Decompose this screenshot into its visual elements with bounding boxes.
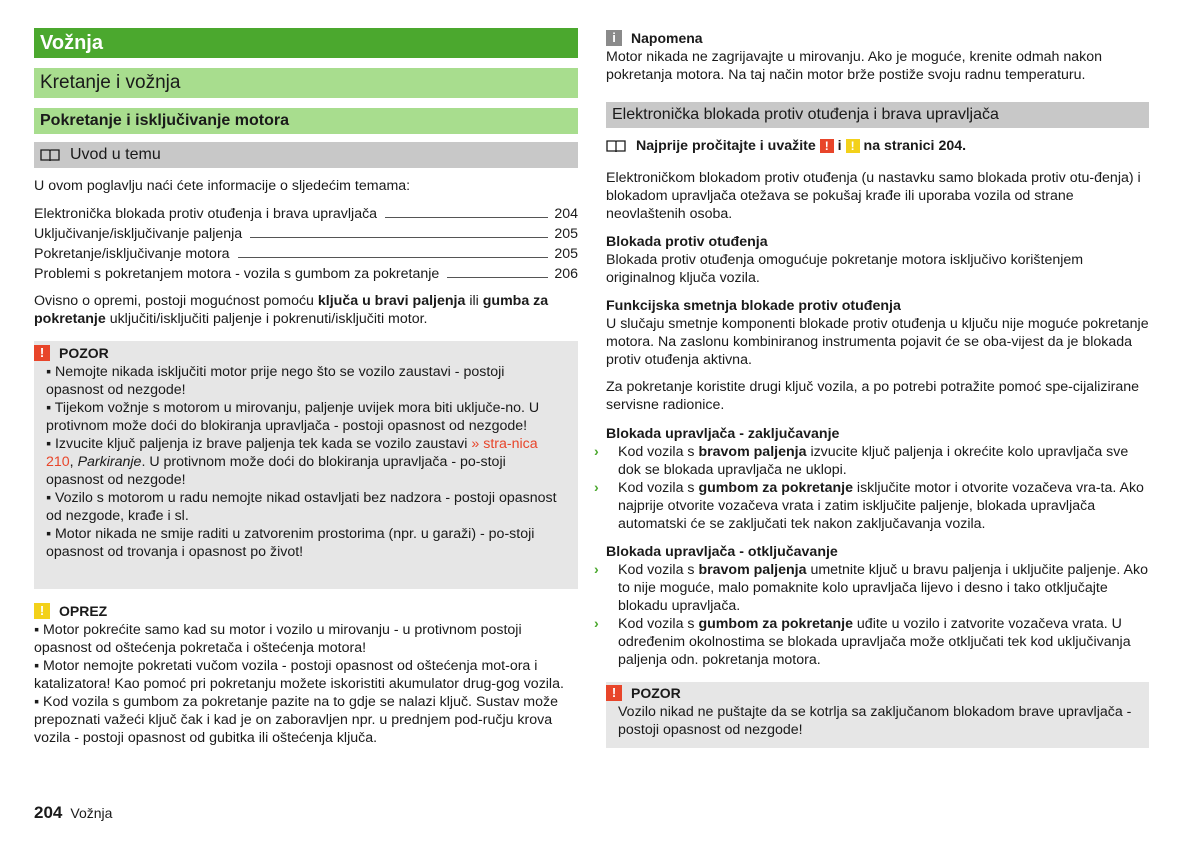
read-first-line [606, 137, 1149, 155]
step-item [594, 443, 1149, 479]
toc-entry-page: 204 [554, 206, 578, 222]
toc-leader [238, 257, 549, 258]
step-item [594, 561, 1149, 615]
toc-entry-title: Pokretanje/isključivanje motora [34, 246, 230, 262]
step-bold: gumbom za pokretanje [698, 480, 853, 496]
warning-header [34, 343, 564, 363]
toc-entry-page: 206 [554, 266, 578, 282]
para-bold: ključa u bravi paljenja [317, 293, 466, 309]
toc-entry-page: 205 [554, 226, 578, 242]
exclamation-icon[interactable]: ! [820, 139, 834, 153]
caution-item: ▪ Kod vozila s gumbom za pokretanje pazite na to gdje se nalazi ključ. Sustav može prepoznati važeći ključ čak i kad je on zaboravljen npr. u prednjem pod-ručju krova vozila - postoji opasnost od gubitka ili oštećenja ključa. [34, 694, 558, 746]
subheading: Funkcijska smetnja blokade protiv otuđenja [606, 298, 901, 314]
step-bold: bravom paljenja [698, 562, 807, 578]
caution-item-text: Kod vozila s gumbom za pokretanje pazite na to gdje se nalazi ključ. Sustav može prepoznati važeći ključ čak i kad je on zaboravljen npr. u prednjem pod-ručju krova vozila - postoji opasnost od gubitka ili oštećenja ključa. [34, 694, 558, 746]
warning-header [606, 683, 1139, 703]
step-item [594, 615, 1149, 669]
step-text: Kod vozila s [618, 444, 695, 460]
link-title: Parkiranje [77, 454, 142, 470]
caution-title: OPREZ [59, 603, 108, 619]
toc-leader [447, 277, 548, 278]
toc-entry-title: Problemi s pokretanjem motora - vozila s gumbom za pokretanje [34, 266, 440, 282]
toc-entry[interactable] [34, 203, 578, 223]
subheading: Blokada upravljača - zaključavanje [606, 426, 840, 442]
unlock-steps [594, 561, 1149, 669]
lock-steps [594, 443, 1149, 533]
intro-text: U ovom poglavlju naći ćete informacije o sljedećim temama: [34, 178, 411, 194]
warning-text: Vozilo nikad ne puštajte da se kotrlja sa zaključanom blokadom brave upravljača - postoji opasnost od nezgode! [618, 704, 1132, 738]
step-text: umetnite ključ u bravu paljenja i uključite paljenje. Ako to nije moguće, malo pomaknite kolo upravljača lijevo i desno i tako otključajte blokadu upravljača. [618, 562, 1148, 614]
note-box [606, 28, 1149, 84]
para-bold: gumba za pokretanje [34, 293, 549, 327]
toc-entry-title: Uključivanje/isključivanje paljenja [34, 226, 243, 242]
caution-item-text: Motor nemojte pokretati vučom vozila - postoji opasnost od oštećenja mot-ora i katalizatora! Kao pomoć pri pokretanju možete iskoristiti akumulator drug-gog vozila. [34, 658, 564, 692]
warning-item: ▪ Vozilo s motorom u radu nemojte nikad ostavljati bez nadzora - postoji opasnost od nezgode, krađe i sl. [46, 490, 557, 524]
exclamation-icon: ! [34, 345, 50, 361]
toc-leader [250, 237, 548, 238]
exclamation-icon: ! [606, 685, 622, 701]
step-text: Kod vozila s [618, 616, 695, 632]
step-bold: bravom paljenja [698, 444, 807, 460]
chapter-heading: Vožnja [34, 28, 578, 58]
caution-item-text: Motor pokrećite samo kad su motor i vozilo u mirovanju - u protivnom postoji opasnost od oštećenja pokretača i oštećenja motora! [34, 622, 522, 656]
chevron-right-icon: › [594, 480, 599, 496]
warning-item: ▪ Nemojte nikada isključiti motor prije nego što se vozilo zaustavi - postoji opasnost od nezgode! [46, 364, 505, 398]
para-text: Ovisno o opremi, postoji mogućnost pomoću [34, 293, 314, 309]
book-icon [606, 139, 626, 153]
intro-paragraph [34, 292, 578, 328]
step-text: izvucite ključ paljenja i okrećite kolo upravljača sve dok se blokada upravljača ne uklopi. [618, 444, 1129, 478]
footer-title: Vožnja [70, 805, 113, 821]
chevron-right-icon: › [594, 562, 599, 578]
chevron-right-icon: › [594, 444, 599, 460]
note-header [606, 28, 1149, 48]
caution-item: ▪ Motor pokrećite samo kad su motor i vozilo u mirovanju - u protivnom postoji opasnost od oštećenja pokretača i oštećenja motora! [34, 622, 522, 656]
caution-header [34, 601, 578, 621]
read-first-text: na stranici 204. [863, 138, 967, 154]
warning-item-text: Nemojte nikada isključiti motor prije nego što se vozilo zaustavi - postoji opasnost od nezgode! [46, 364, 505, 398]
subheading: Blokada protiv otuđenja [606, 234, 768, 250]
step-item [594, 479, 1149, 533]
warning-box [606, 682, 1149, 748]
paragraph: Za pokretanje koristite drugi ključ vozila, a po potrebi potražite pomoć spe-cijalizirane servisne radionice. [606, 379, 1140, 413]
paragraph: Blokada protiv otuđenja omogućuje pokretanje motora isključivo korištenjem originalnog ključa vozila. [606, 252, 1084, 286]
warning-item-text: . U protivnom može doći do blokiranja upravljača - po-stoji opasnost od nezgode! [46, 454, 506, 488]
para-text: uključiti/isključiti paljenje i pokrenuti/isključiti motor. [109, 311, 428, 327]
page-link[interactable]: » stra-nica 210 [46, 436, 538, 470]
warning-title: POZOR [59, 345, 109, 361]
warning-box [34, 341, 578, 589]
read-first-text: Najprije pročitajte i uvažite [636, 138, 816, 154]
warning-item: ▪ Motor nikada ne smije raditi u zatvorenim prostorima (npr. u garaži) - po-stoji opasnost od trovanja i opasnost po život! [46, 526, 535, 560]
step-bold: gumbom za pokretanje [698, 616, 853, 632]
toc-entry[interactable] [34, 243, 578, 263]
toc-entry[interactable] [34, 263, 578, 283]
subsection-heading: Pokretanje i isključivanje motora [34, 108, 578, 134]
warning-item-text: Izvucite ključ paljenja iz brave paljenja tek kada se vozilo zaustavi [54, 436, 468, 452]
warning-title: POZOR [631, 685, 681, 701]
step-text: Kod vozila s [618, 480, 695, 496]
step-text: Kod vozila s [618, 562, 695, 578]
caution-item: ▪ Motor nemojte pokretati vučom vozila - postoji opasnost od oštećenja mot-ora i katalizatora! Kao pomoć pri pokretanju možete iskoristiti akumulator drug-gog vozila. [34, 658, 564, 692]
toc-entry-page: 205 [554, 246, 578, 262]
toc-leader [385, 217, 548, 218]
page-footer [34, 804, 112, 822]
step-text: uđite u vozilo i zatvorite vozačeva vrata. U određenim okolnostima se blokada upravljača može otključati tek kod uključivanja paljenja odn. pokretanja motora. [618, 616, 1131, 668]
chevron-right-icon: › [594, 616, 599, 632]
caution-box [34, 601, 578, 747]
para-text: ili [469, 293, 479, 309]
note-text: Motor nikada ne zagrijavajte u mirovanju. Ako je moguće, krenite odmah nakon pokretanja motora. Na taj način motor brže postiže svoju radnu temperaturu. [606, 49, 1103, 83]
intro-heading-label: Uvod u temu [70, 146, 161, 163]
warning-list [34, 363, 564, 561]
section-heading: Elektronička blokada protiv otuđenja i brava upravljača [606, 102, 1149, 128]
info-icon: i [606, 30, 622, 46]
subheading: Blokada upravljača - otključavanje [606, 544, 838, 560]
book-icon [40, 148, 60, 162]
toc-entry[interactable] [34, 223, 578, 243]
intro-paragraph: Elektroničkom blokadom protiv otuđenja (u nastavku samo blokada protiv otu-đenja) i blokadom upravljača otežava se pokušaj krađe ili uporaba vozila od strane neovlaštenih osoba. [606, 170, 1141, 222]
step-text: isključite motor i otvorite vozačeva vra-ta. Ako najprije otvorite vozačeva vrata i zatim isključite paljenje, blokada upravljača automatski će se zaključati tek nakon zaključavanja vozila. [618, 480, 1144, 532]
warning-item-text: Vozilo s motorom u radu nemojte nikad ostavljati bez nadzora - postoji opasnost od nezgode, krađe i sl. [46, 490, 557, 524]
read-first-text: i [837, 138, 842, 154]
exclamation-icon: ! [34, 603, 50, 619]
warning-item: ▪ Izvucite ključ paljenja iz brave paljenja tek kada se vozilo zaustavi » stra-nica 210, Parkiranje. U protivnom može doći do blokiranja upravljača - po-stoji opasnost od nezgode! [46, 436, 538, 488]
warning-item-text: Motor nikada ne smije raditi u zatvorenim prostorima (npr. u garaži) - po-stoji opasnost od trovanja i opasnost po život! [46, 526, 535, 560]
intro-heading [34, 142, 578, 168]
note-title: Napomena [631, 30, 703, 46]
warning-item: ▪ Tijekom vožnje s motorom u mirovanju, paljenje uvijek mora biti uključe-no. U protivnom može doći do blokiranja upravljača - postoji opasnost od nezgode! [46, 400, 540, 434]
section-heading: Kretanje i vožnja [34, 68, 578, 98]
warning-item-text: Tijekom vožnje s motorom u mirovanju, paljenje uvijek mora biti uključe-no. U protivnom može doći do blokiranja upravljača - postoji opasnost od nezgode! [46, 400, 540, 434]
toc-entry-title: Elektronička blokada protiv otuđenja i brava upravljača [34, 206, 378, 222]
exclamation-icon[interactable]: ! [846, 139, 860, 153]
caution-list [34, 621, 578, 747]
paragraph: U slučaju smetnje komponenti blokade protiv otuđenja u ključu nije moguće pokretanje motora. Na zaslonu kombiniranog instrumenta pojavit će se oba-vijest da je blokada protiv otuđenja aktivna. [606, 316, 1149, 368]
page-number: 204 [34, 803, 63, 822]
